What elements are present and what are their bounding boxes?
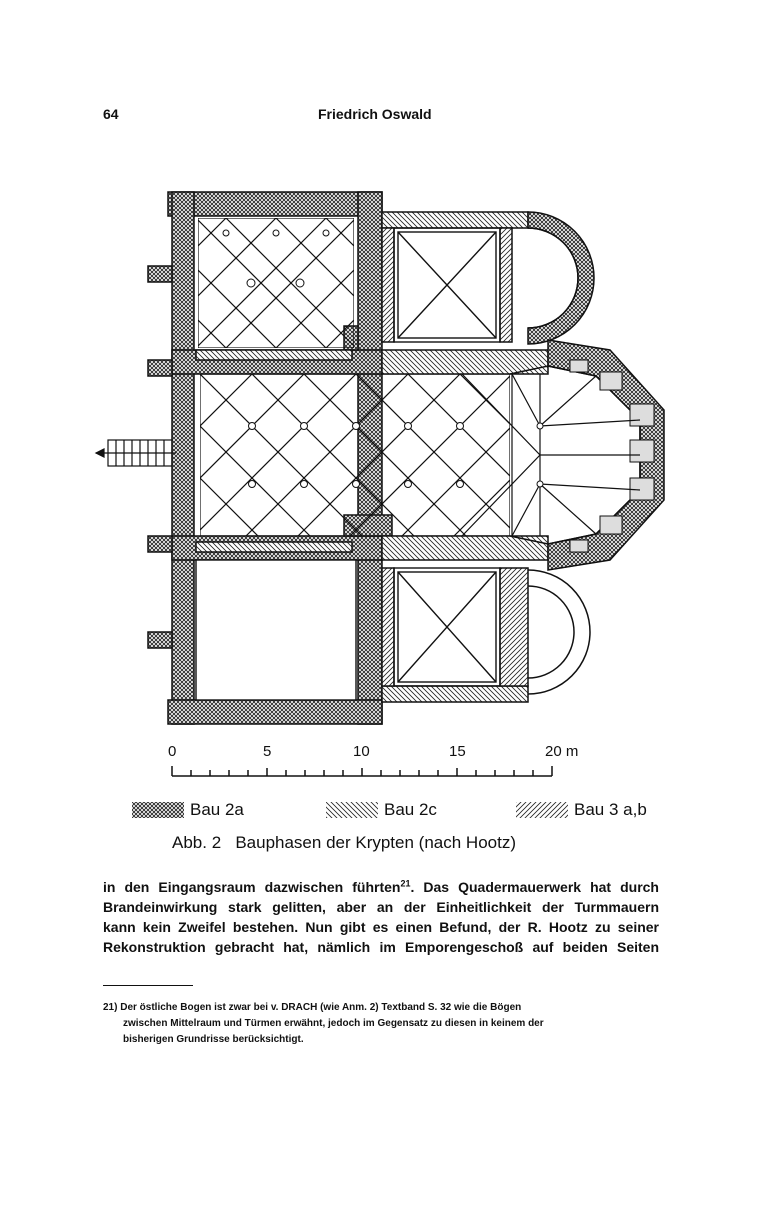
tower-room-south-east xyxy=(394,568,500,686)
scale-label-20m: 20 m xyxy=(545,743,579,760)
footnote-ref: 21 xyxy=(400,878,411,889)
body-line-1: in den Eingangsraum dazwischen führten$^{21}$. Das Quadermauerwerk hat durch xyxy=(103,878,659,895)
page-number: 64 xyxy=(103,106,119,122)
entrance-steps xyxy=(96,440,176,466)
legend-item-bau-3ab xyxy=(516,800,647,820)
scale-label-10: 10 xyxy=(353,743,370,760)
legend-swatch-backslash-hatch xyxy=(326,802,378,818)
footnote-line-3: bisherigen Grundrisse berücksichtigt. xyxy=(123,1034,304,1045)
legend-swatch-crosshatch xyxy=(132,802,184,818)
footnote xyxy=(103,1000,663,1048)
body-paragraph xyxy=(103,877,659,957)
body-line-3: kann kein Zweifel bestehen. Nun gibt es einen Befund, der R. Hootz zu seiner xyxy=(103,919,659,935)
body-line-2: Brandeinwirkung stark gelitten, aber an der Einheitlichkeit der Turmmauern xyxy=(103,899,659,915)
scale-label-15: 15 xyxy=(449,743,466,760)
footnote-line-1: 21) Der östliche Bogen ist zwar bei v. DRACH (wie Anm. 2) Textband S. 32 wie die Bögen xyxy=(103,1002,522,1013)
legend-label: Bau 3 a,b xyxy=(574,800,647,819)
scale-bar xyxy=(172,766,552,776)
legend-swatch-slash-hatch xyxy=(516,802,568,818)
body-line-4: Rekonstruktion gebracht hat, nämlich im Emporengeschoß auf beiden Seiten xyxy=(103,939,659,955)
north-apse xyxy=(528,212,594,344)
vault-north-west xyxy=(198,218,354,348)
scale-label-0: 0 xyxy=(168,743,177,760)
scale-label-5: 5 xyxy=(263,743,272,760)
footnote-line-2: zwischen Mittelraum und Türmen erwähnt, jedoch im Gegensatz zu diesen in keinem der xyxy=(123,1018,544,1029)
tower-room-north-east xyxy=(394,228,500,342)
figure-caption: Abb. 2 Bauphasen der Krypten (nach Hootz) xyxy=(172,833,516,852)
running-head: Friedrich Oswald xyxy=(318,106,432,122)
legend-label: Bau 2a xyxy=(190,800,244,819)
south-apse xyxy=(528,570,590,694)
legend-item-bau-2a xyxy=(132,800,244,820)
legend-item-bau-2c xyxy=(326,800,437,820)
room-south-west xyxy=(196,560,356,700)
legend-label: Bau 2c xyxy=(384,800,437,819)
footnote-separator xyxy=(103,985,193,986)
